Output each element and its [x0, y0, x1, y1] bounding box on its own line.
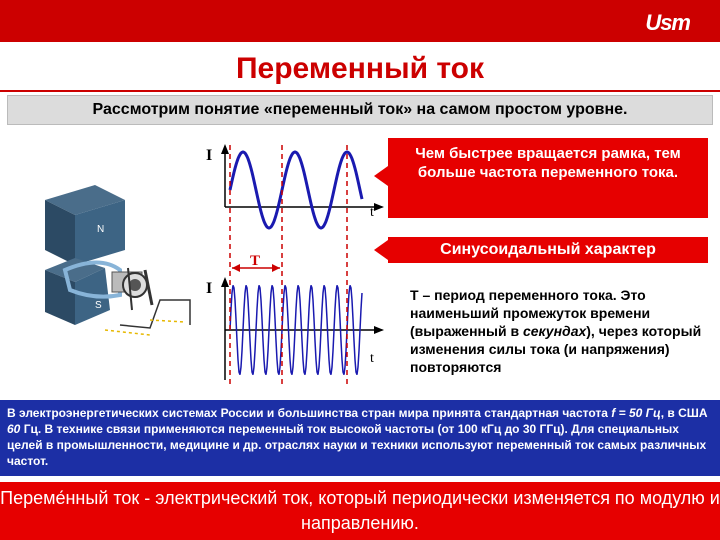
- period-text-italic: секундах: [522, 323, 587, 339]
- info-us-frequency: 60: [7, 422, 21, 436]
- period-text-part1: Т – период переменного тока. Это наименьший промежуток времени (выраженный в: [410, 287, 651, 339]
- pole-s-label: S: [95, 300, 102, 311]
- info-part3: Гц. В технике связи применяются переменный ток высокой частоты (от 100 кГц до 30 ГГц). Для специальных целей в промышленности, медицине и др. отраслях науки и техники используют переменный ток самых различных частот.: [7, 422, 707, 468]
- frequency-callout: Чем быстрее вращается рамка, тем больше частота переменного тока.: [388, 138, 708, 218]
- top-graph: [221, 144, 384, 228]
- period-label: T: [250, 253, 261, 269]
- axis-t-top: t: [370, 205, 374, 220]
- intro-banner: Рассмотрим понятие «переменный ток» на самом простом уровне.: [7, 95, 713, 125]
- axis-i-top: I: [206, 147, 213, 164]
- generator-illustration: [45, 185, 190, 335]
- info-part1: В электроэнергетических системах России и большинства стран мира принята стандартная частота: [7, 406, 612, 420]
- period-description: [410, 286, 710, 376]
- info-box: [0, 400, 720, 476]
- logo: Usm: [645, 10, 690, 35]
- axis-t-bottom: t: [370, 351, 374, 366]
- definition-box: Переме́нный ток - электрический ток, который периодически изменяется по модулю и направлению.: [0, 482, 720, 540]
- info-frequency: f = 50 Гц: [611, 406, 661, 420]
- period-text-part2: ), через который изменения силы тока (и напряжения) повторяются: [410, 323, 702, 375]
- axis-i-bottom: I: [206, 280, 213, 297]
- page-title: Переменный ток: [235, 52, 484, 85]
- bottom-graph: [221, 277, 384, 380]
- sinusoidal-callout: Синусоидальный характер: [388, 237, 708, 263]
- pole-n-label: N: [97, 224, 105, 235]
- sine-wave-low-frequency: [230, 152, 362, 228]
- info-part2: , в США: [660, 406, 708, 420]
